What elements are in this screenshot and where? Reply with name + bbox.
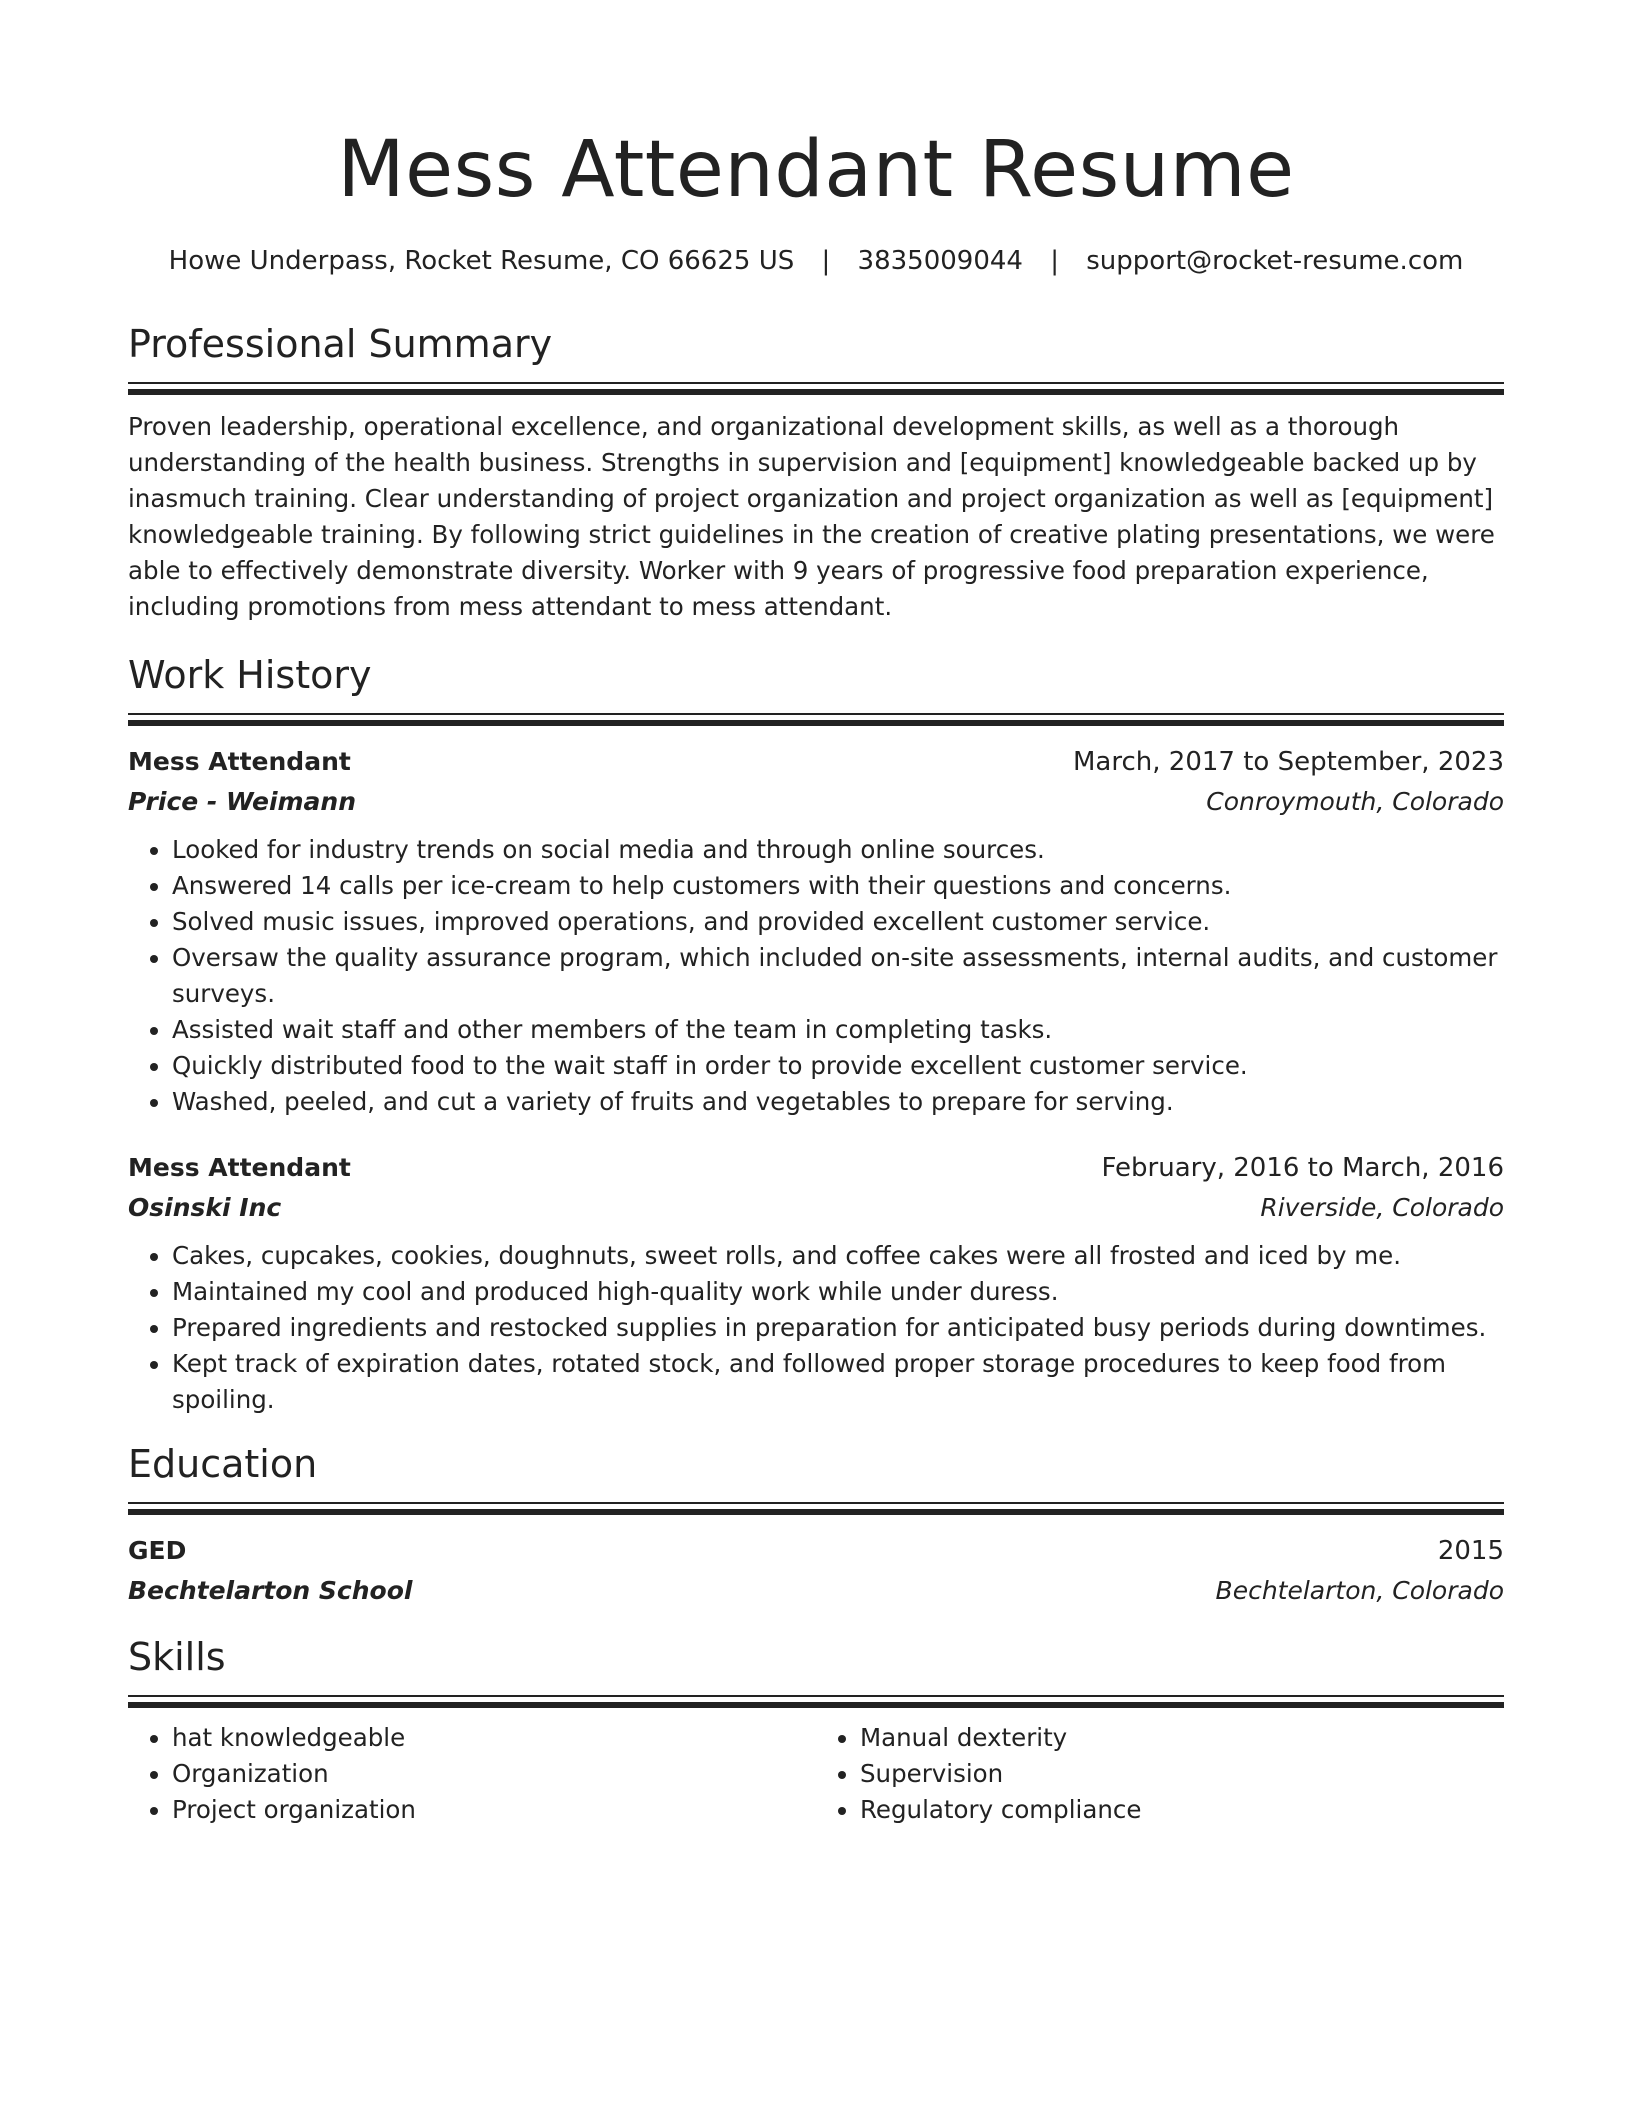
skills-list-left (128, 1720, 816, 1828)
job-location: Conroymouth, Colorado (1206, 787, 1504, 816)
section-heading-work-history: Work History (128, 653, 372, 697)
job-dates: February, 2016 to March, 2016 (1101, 1153, 1504, 1183)
job-duties-list (128, 832, 1504, 1120)
list-item: • Project organization (172, 1792, 816, 1828)
education-section (128, 1440, 1504, 1609)
job-employer-row (128, 1186, 1504, 1226)
work-history-section (128, 651, 1504, 1418)
list-item: • Quickly distributed food to the wait staff in order to provide excellent customer service. (172, 1048, 1504, 1084)
education-school-row (128, 1569, 1504, 1609)
job-employer: Osinski Inc (128, 1193, 282, 1222)
section-divider (128, 713, 1504, 726)
summary-text: Proven leadership, operational excellence, and organizational development skills, as well as a thorough understanding of the health business. Strengths in supervision and [equipment] knowledgeable backed up by inasmuch training. Clear understanding of project organization and project organization as well as [equipment] knowledgeable training. By following strict guidelines in the creation of creative plating presentations, we were able to effectively demonstrate diversity. Worker with 9 years of progressive food preparation experience, including promotions from mess attendant to mess attendant. (128, 412, 1495, 621)
skills-list-right (816, 1720, 1504, 1828)
list-item: • Looked for industry trends on social media and through online sources. (172, 832, 1504, 868)
section-heading-skills: Skills (128, 1635, 226, 1679)
contact-line (128, 244, 1504, 278)
section-divider (128, 382, 1504, 395)
job-duties-list (128, 1238, 1504, 1418)
list-item: • Supervision (860, 1756, 1504, 1792)
list-item: • Washed, peeled, and cut a variety of fruits and vegetables to prepare for serving. (172, 1084, 1504, 1120)
list-item: • Organization (172, 1756, 816, 1792)
section-heading-summary: Professional Summary (128, 322, 553, 366)
contact-address: Howe Underpass, Rocket Resume, CO 66625 US (168, 246, 795, 276)
list-item: • Kept track of expiration dates, rotated stock, and followed proper storage procedures to keep food from spoiling. (172, 1346, 1504, 1418)
section-divider (128, 1502, 1504, 1515)
job-location: Riverside, Colorado (1260, 1193, 1504, 1222)
job-title: Mess Attendant (128, 1153, 351, 1182)
list-item: • Answered 14 calls per ice-cream to help customers with their questions and concerns. (172, 868, 1504, 904)
contact-phone: 3835009044 (857, 246, 1023, 276)
list-item: • Cakes, cupcakes, cookies, doughnuts, sweet rolls, and coffee cakes were all frosted and iced by me. (172, 1238, 1504, 1274)
list-item: • Manual dexterity (860, 1720, 1504, 1756)
contact-email: support@rocket-resume.com (1086, 246, 1464, 276)
skills-grid (128, 1720, 1504, 1828)
job-entry (128, 1150, 1504, 1418)
skills-section (128, 1633, 1504, 1828)
job-header-row (128, 1150, 1504, 1186)
list-item: • hat knowledgeable (172, 1720, 816, 1756)
job-header-row (128, 744, 1504, 780)
education-year: 2015 (1437, 1536, 1504, 1566)
job-entry (128, 744, 1504, 1120)
list-item: • Assisted wait staff and other members of the team in completing tasks. (172, 1012, 1504, 1048)
education-header-row (128, 1533, 1504, 1569)
job-dates: March, 2017 to September, 2023 (1073, 747, 1504, 777)
section-heading-education: Education (128, 1442, 318, 1486)
list-item: • Oversaw the quality assurance program, which included on-site assessments, internal audits, and customer surveys. (172, 940, 1504, 1012)
education-entry (128, 1533, 1504, 1609)
list-item: • Solved music issues, improved operations, and provided excellent customer service. (172, 904, 1504, 940)
list-item: • Prepared ingredients and restocked supplies in preparation for anticipated busy periods during downtimes. (172, 1310, 1504, 1346)
list-item: • Regulatory compliance (860, 1792, 1504, 1828)
contact-separator: | (821, 246, 831, 276)
section-divider (128, 1695, 1504, 1708)
job-employer: Price - Weimann (128, 787, 357, 816)
resume-title: Mess Attendant Resume (337, 125, 1295, 215)
job-title: Mess Attendant (128, 747, 351, 776)
list-item: • Maintained my cool and produced high-quality work while under duress. (172, 1274, 1504, 1310)
summary-section (128, 320, 1504, 625)
education-degree: GED (128, 1536, 187, 1565)
job-employer-row (128, 780, 1504, 820)
education-school: Bechtelarton School (128, 1576, 413, 1605)
contact-separator: | (1050, 246, 1059, 276)
education-location: Bechtelarton, Colorado (1215, 1576, 1504, 1605)
